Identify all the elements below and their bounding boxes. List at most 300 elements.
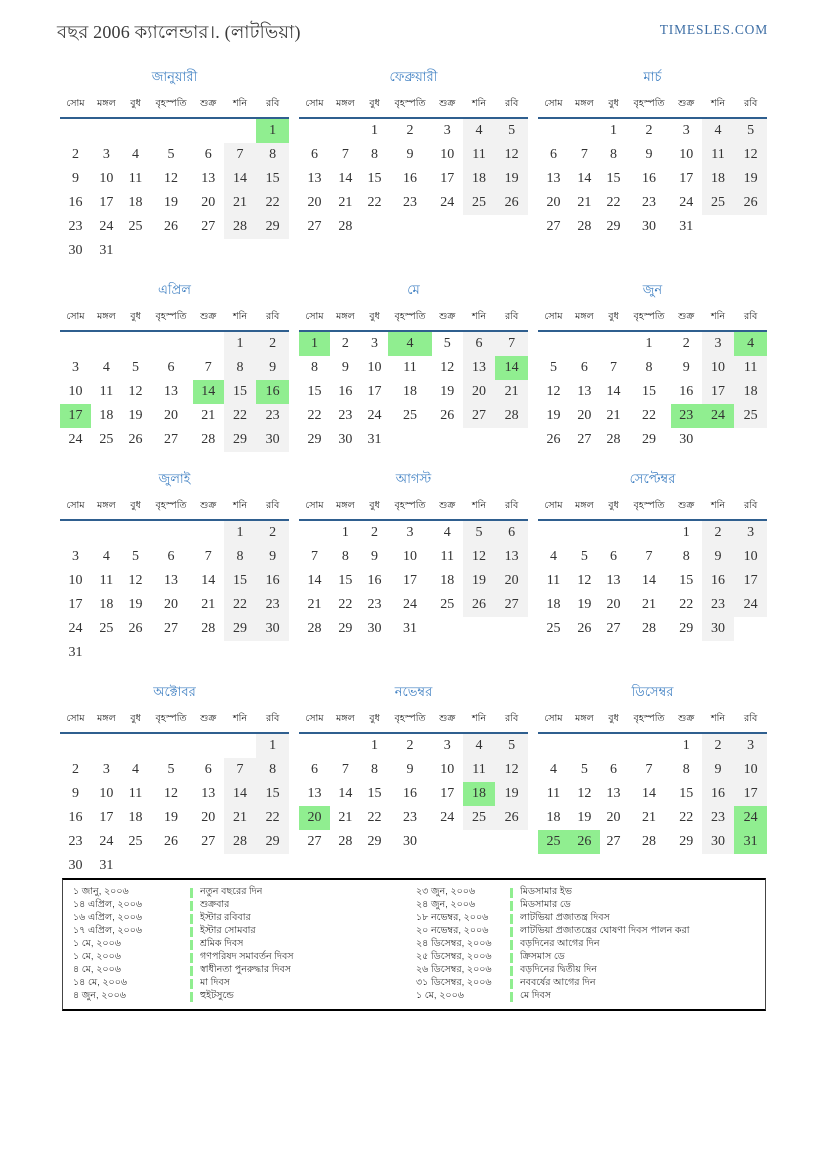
day-cell: 24 bbox=[734, 806, 767, 830]
month-table bbox=[538, 308, 767, 452]
empty-cell bbox=[538, 733, 569, 758]
week-row bbox=[299, 733, 528, 758]
day-cell: 23 bbox=[256, 404, 289, 428]
weekday-label: রবি bbox=[744, 713, 758, 724]
day-cell: 28 bbox=[224, 830, 257, 854]
day-cell: 22 bbox=[224, 593, 257, 617]
day-cell: 23 bbox=[68, 834, 83, 849]
holiday-marker-icon bbox=[510, 966, 513, 976]
day-cell: 6 bbox=[463, 331, 496, 356]
weekday-label: রবি bbox=[744, 311, 758, 322]
day-cell: 2 bbox=[406, 123, 414, 138]
empty-cell bbox=[91, 118, 122, 143]
day-cell: 31 bbox=[679, 219, 694, 234]
day-cell: 21 bbox=[642, 810, 657, 825]
weekday-label: শুক্র bbox=[439, 713, 456, 724]
day-cell: 29 bbox=[224, 428, 257, 452]
day-cell: 4 bbox=[132, 147, 140, 162]
day-cell: 19 bbox=[577, 597, 592, 612]
month-table bbox=[60, 308, 289, 452]
empty-cell bbox=[734, 617, 767, 641]
day-cell: 20 bbox=[307, 195, 322, 210]
week-row bbox=[299, 520, 528, 545]
weekday-label: রবি bbox=[505, 500, 519, 511]
day-cell: 17 bbox=[68, 597, 83, 612]
empty-cell bbox=[149, 641, 193, 665]
week-row bbox=[299, 380, 528, 404]
holiday-date: ৪ জুন, ২০০৬ bbox=[73, 990, 126, 1001]
day-cell: 11 bbox=[702, 143, 735, 167]
empty-cell bbox=[193, 733, 224, 758]
holiday-marker-icon bbox=[190, 966, 193, 976]
day-cell: 12 bbox=[495, 758, 528, 782]
day-cell: 28 bbox=[577, 219, 592, 234]
empty-cell bbox=[627, 520, 671, 545]
day-cell: 27 bbox=[307, 834, 322, 849]
brand-link[interactable]: TIMESLES.COM bbox=[659, 22, 768, 37]
day-cell: 28 bbox=[642, 621, 657, 636]
day-cell: 4 bbox=[102, 549, 110, 564]
weekday-label: বৃহস্পতি bbox=[633, 500, 665, 511]
day-cell: 14 bbox=[606, 384, 621, 399]
week-row bbox=[60, 758, 289, 782]
month-table bbox=[538, 710, 767, 854]
week-row bbox=[299, 782, 528, 806]
day-cell: 13 bbox=[307, 171, 322, 186]
day-cell: 26 bbox=[495, 191, 528, 215]
weekday-label: বুধ bbox=[130, 713, 141, 724]
day-cell: 26 bbox=[128, 621, 143, 636]
weekday-label: শনি bbox=[232, 500, 247, 511]
holiday-name: নববর্ষের আগের দিন bbox=[520, 977, 596, 988]
weekday-label: বৃহস্পতি bbox=[394, 713, 426, 724]
weekday-label: বুধ bbox=[130, 98, 141, 109]
weekday-label: বৃহস্পতি bbox=[394, 311, 426, 322]
month-5 bbox=[299, 281, 528, 452]
day-cell: 11 bbox=[99, 384, 114, 399]
day-cell: 20 bbox=[606, 810, 621, 825]
day-cell: 3 bbox=[443, 123, 451, 138]
day-cell: 8 bbox=[371, 762, 379, 777]
day-cell: 4 bbox=[463, 118, 496, 143]
day-cell: 23 bbox=[671, 404, 702, 428]
day-cell: 21 bbox=[201, 408, 216, 423]
empty-cell bbox=[256, 641, 289, 665]
day-cell: 3 bbox=[702, 331, 735, 356]
day-cell: 6 bbox=[549, 147, 557, 162]
day-cell: 24 bbox=[734, 593, 767, 617]
empty-cell bbox=[299, 118, 330, 143]
week-row bbox=[538, 118, 767, 143]
week-row bbox=[538, 215, 767, 239]
day-cell: 13 bbox=[463, 356, 496, 380]
week-row bbox=[60, 428, 289, 452]
day-cell: 2 bbox=[702, 733, 735, 758]
day-cell: 27 bbox=[164, 432, 179, 447]
empty-cell bbox=[600, 733, 627, 758]
weekday-label: সোম bbox=[66, 500, 85, 511]
weekday-label: শনি bbox=[232, 311, 247, 322]
empty-cell bbox=[463, 617, 496, 641]
month-table bbox=[299, 95, 528, 239]
day-cell: 20 bbox=[299, 806, 330, 830]
week-row bbox=[538, 520, 767, 545]
day-cell: 3 bbox=[682, 123, 690, 138]
day-cell: 29 bbox=[224, 617, 257, 641]
day-cell: 30 bbox=[256, 428, 289, 452]
day-cell: 16 bbox=[68, 195, 83, 210]
day-cell: 23 bbox=[642, 195, 657, 210]
weekday-label: মঙ্গল bbox=[336, 713, 355, 724]
day-cell: 5 bbox=[580, 762, 588, 777]
day-cell: 5 bbox=[132, 549, 140, 564]
day-cell: 1 bbox=[224, 331, 257, 356]
day-cell: 25 bbox=[463, 806, 496, 830]
day-cell: 19 bbox=[734, 167, 767, 191]
day-cell: 2 bbox=[702, 520, 735, 545]
day-cell: 2 bbox=[256, 520, 289, 545]
empty-cell bbox=[149, 118, 193, 143]
weekday-label: শুক্র bbox=[678, 98, 695, 109]
month-11 bbox=[299, 683, 528, 878]
month-title: নভেম্বর bbox=[394, 684, 433, 699]
weekday-row bbox=[60, 710, 289, 733]
holiday-name: হুইটসুন্ডে bbox=[200, 990, 234, 1001]
day-cell: 21 bbox=[224, 806, 257, 830]
day-cell: 12 bbox=[164, 171, 179, 186]
day-cell: 25 bbox=[128, 219, 143, 234]
week-row bbox=[538, 569, 767, 593]
day-cell: 19 bbox=[164, 195, 179, 210]
day-cell: 7 bbox=[580, 147, 588, 162]
day-cell: 18 bbox=[99, 408, 114, 423]
day-cell: 24 bbox=[68, 432, 83, 447]
weekday-label: রবি bbox=[505, 713, 519, 724]
day-cell: 22 bbox=[224, 404, 257, 428]
holiday-marker-icon bbox=[190, 953, 193, 963]
day-cell: 13 bbox=[546, 171, 561, 186]
weekday-label: বুধ bbox=[130, 500, 141, 511]
day-cell: 9 bbox=[256, 356, 289, 380]
weekday-label: রবি bbox=[505, 311, 519, 322]
day-cell: 20 bbox=[463, 380, 496, 404]
day-cell: 7 bbox=[310, 549, 318, 564]
day-cell: 26 bbox=[164, 219, 179, 234]
day-cell: 22 bbox=[606, 195, 621, 210]
empty-cell bbox=[122, 331, 149, 356]
empty-cell bbox=[149, 331, 193, 356]
day-cell: 19 bbox=[128, 408, 143, 423]
holiday-date: ৩১ ডিসেম্বর, ২০০৬ bbox=[416, 977, 492, 988]
day-cell: 29 bbox=[367, 834, 382, 849]
day-cell: 10 bbox=[734, 758, 767, 782]
day-cell: 9 bbox=[71, 171, 79, 186]
day-cell: 6 bbox=[495, 520, 528, 545]
day-cell: 5 bbox=[463, 520, 496, 545]
day-cell: 3 bbox=[71, 360, 79, 375]
holiday-marker-icon bbox=[190, 901, 193, 911]
day-cell: 1 bbox=[256, 733, 289, 758]
day-cell: 26 bbox=[495, 806, 528, 830]
day-cell: 1 bbox=[682, 738, 690, 753]
month-title: জানুয়ারী bbox=[151, 69, 198, 84]
day-cell: 12 bbox=[128, 384, 143, 399]
empty-cell bbox=[432, 617, 463, 641]
empty-cell bbox=[734, 428, 767, 452]
day-cell: 20 bbox=[546, 195, 561, 210]
day-cell: 24 bbox=[367, 408, 382, 423]
day-cell: 11 bbox=[734, 356, 767, 380]
week-row bbox=[60, 806, 289, 830]
weekday-label: বৃহস্পতি bbox=[394, 98, 426, 109]
holiday-date: ২০ নভেম্বর, ২০০৬ bbox=[416, 925, 489, 936]
empty-cell bbox=[122, 118, 149, 143]
day-cell: 7 bbox=[341, 147, 349, 162]
day-cell: 27 bbox=[546, 219, 561, 234]
day-cell: 5 bbox=[443, 336, 451, 351]
month-title: ফেব্রুয়ারী bbox=[389, 69, 438, 84]
week-row bbox=[538, 806, 767, 830]
day-cell: 3 bbox=[71, 549, 79, 564]
day-cell: 21 bbox=[338, 810, 353, 825]
holiday-date: ১ মে, ২০০৬ bbox=[73, 951, 121, 962]
day-cell: 23 bbox=[702, 593, 735, 617]
weekday-label: রবি bbox=[266, 713, 280, 724]
month-table bbox=[538, 497, 767, 641]
weekday-label: মঙ্গল bbox=[97, 713, 116, 724]
day-cell: 25 bbox=[99, 621, 114, 636]
month-4 bbox=[60, 281, 289, 452]
empty-cell bbox=[330, 733, 361, 758]
day-cell: 13 bbox=[307, 786, 322, 801]
empty-cell bbox=[538, 331, 569, 356]
day-cell: 12 bbox=[734, 143, 767, 167]
day-cell: 3 bbox=[102, 147, 110, 162]
weekday-label: মঙ্গল bbox=[97, 500, 116, 511]
weekday-label: বুধ bbox=[369, 98, 380, 109]
weekday-label: শনি bbox=[471, 713, 486, 724]
weekday-label: সোম bbox=[305, 500, 324, 511]
day-cell: 19 bbox=[164, 810, 179, 825]
day-cell: 8 bbox=[610, 147, 618, 162]
day-cell: 3 bbox=[406, 525, 414, 540]
holiday-name: স্বাধীনতা পুনরুদ্ধার দিবস bbox=[200, 964, 292, 975]
month-9 bbox=[538, 470, 767, 665]
day-cell: 2 bbox=[406, 738, 414, 753]
day-cell: 15 bbox=[606, 171, 621, 186]
day-cell: 21 bbox=[338, 195, 353, 210]
week-row bbox=[299, 806, 528, 830]
day-cell: 15 bbox=[224, 569, 257, 593]
holiday-marker-icon bbox=[190, 888, 193, 898]
holiday-name: ইস্টার সোমবার bbox=[200, 925, 256, 936]
empty-cell bbox=[122, 641, 149, 665]
day-cell: 5 bbox=[132, 360, 140, 375]
month-table bbox=[299, 308, 528, 452]
holiday-marker-icon bbox=[190, 979, 193, 989]
empty-cell bbox=[60, 118, 91, 143]
day-cell: 18 bbox=[403, 384, 418, 399]
month-3 bbox=[538, 68, 767, 263]
day-cell: 25 bbox=[99, 432, 114, 447]
day-cell: 13 bbox=[201, 171, 216, 186]
weekday-label: শনি bbox=[471, 500, 486, 511]
holiday-name: গণপরিষদ সমাবর্তন দিবস bbox=[200, 951, 294, 962]
day-cell: 30 bbox=[403, 834, 418, 849]
day-cell: 14 bbox=[224, 167, 257, 191]
empty-cell bbox=[149, 520, 193, 545]
day-cell: 12 bbox=[440, 360, 455, 375]
weekday-label: সোম bbox=[66, 311, 85, 322]
day-cell: 30 bbox=[679, 432, 694, 447]
day-cell: 21 bbox=[307, 597, 322, 612]
day-cell: 1 bbox=[645, 336, 653, 351]
month-table bbox=[60, 710, 289, 878]
day-cell: 17 bbox=[60, 404, 91, 428]
week-row bbox=[538, 143, 767, 167]
week-row bbox=[299, 143, 528, 167]
week-row bbox=[299, 404, 528, 428]
day-cell: 5 bbox=[549, 360, 557, 375]
day-cell: 2 bbox=[645, 123, 653, 138]
holiday-name: বড়দিনের আগের দিন bbox=[520, 938, 600, 949]
day-cell: 16 bbox=[702, 782, 735, 806]
empty-cell bbox=[432, 428, 463, 452]
empty-cell bbox=[122, 520, 149, 545]
empty-cell bbox=[361, 215, 388, 239]
day-cell: 6 bbox=[310, 147, 318, 162]
day-cell: 3 bbox=[734, 520, 767, 545]
day-cell: 15 bbox=[367, 171, 382, 186]
page-title: বছর 2006 ক্যালেন্ডার।. (লাটভিয়া) bbox=[57, 22, 301, 42]
day-cell: 19 bbox=[495, 782, 528, 806]
empty-cell bbox=[432, 830, 463, 854]
day-cell: 7 bbox=[645, 549, 653, 564]
weekday-label: বুধ bbox=[369, 713, 380, 724]
day-cell: 24 bbox=[679, 195, 694, 210]
day-cell: 8 bbox=[341, 549, 349, 564]
day-cell: 1 bbox=[256, 118, 289, 143]
day-cell: 20 bbox=[201, 810, 216, 825]
day-cell: 17 bbox=[440, 786, 455, 801]
day-cell: 6 bbox=[204, 762, 212, 777]
day-cell: 22 bbox=[307, 408, 322, 423]
weekday-label: রবি bbox=[266, 311, 280, 322]
weekday-label: মঙ্গল bbox=[336, 98, 355, 109]
day-cell: 27 bbox=[606, 834, 621, 849]
day-cell: 2 bbox=[256, 331, 289, 356]
empty-cell bbox=[224, 239, 257, 263]
week-row bbox=[60, 167, 289, 191]
week-row bbox=[538, 733, 767, 758]
weekday-label: বুধ bbox=[369, 500, 380, 511]
week-row bbox=[538, 167, 767, 191]
page-header bbox=[57, 18, 770, 52]
day-cell: 10 bbox=[68, 384, 83, 399]
day-cell: 6 bbox=[580, 360, 588, 375]
day-cell: 10 bbox=[440, 762, 455, 777]
day-cell: 11 bbox=[546, 786, 561, 801]
weekday-label: শনি bbox=[471, 98, 486, 109]
month-table bbox=[538, 95, 767, 239]
day-cell: 29 bbox=[307, 432, 322, 447]
day-cell: 19 bbox=[128, 597, 143, 612]
weekday-row bbox=[299, 710, 528, 733]
holiday-marker-icon bbox=[190, 940, 193, 950]
day-cell: 1 bbox=[224, 520, 257, 545]
empty-cell bbox=[463, 215, 496, 239]
day-cell: 16 bbox=[256, 569, 289, 593]
week-row bbox=[299, 617, 528, 641]
holiday-date: ২৩ জুন, ২০০৬ bbox=[416, 886, 476, 897]
empty-cell bbox=[388, 428, 432, 452]
day-cell: 25 bbox=[403, 408, 418, 423]
empty-cell bbox=[432, 215, 463, 239]
day-cell: 14 bbox=[224, 782, 257, 806]
day-cell: 17 bbox=[99, 195, 114, 210]
week-row bbox=[299, 118, 528, 143]
holiday-name: মিডসামার ইভ bbox=[520, 886, 572, 897]
empty-cell bbox=[91, 331, 122, 356]
empty-cell bbox=[256, 854, 289, 878]
week-row bbox=[60, 191, 289, 215]
weekday-label: সোম bbox=[544, 500, 563, 511]
day-cell: 22 bbox=[256, 191, 289, 215]
day-cell: 30 bbox=[338, 432, 353, 447]
day-cell: 23 bbox=[338, 408, 353, 423]
day-cell: 20 bbox=[495, 569, 528, 593]
day-cell: 13 bbox=[495, 545, 528, 569]
day-cell: 25 bbox=[128, 834, 143, 849]
day-cell: 6 bbox=[310, 762, 318, 777]
day-cell: 12 bbox=[164, 786, 179, 801]
day-cell: 10 bbox=[367, 360, 382, 375]
day-cell: 28 bbox=[495, 404, 528, 428]
day-cell: 20 bbox=[606, 597, 621, 612]
day-cell: 29 bbox=[679, 834, 694, 849]
day-cell: 8 bbox=[371, 147, 379, 162]
day-cell: 22 bbox=[367, 195, 382, 210]
holiday-marker-icon bbox=[190, 992, 193, 1002]
month-6 bbox=[538, 281, 767, 452]
weekday-label: শুক্র bbox=[200, 500, 217, 511]
day-cell: 29 bbox=[606, 219, 621, 234]
day-cell: 30 bbox=[642, 219, 657, 234]
week-row bbox=[60, 569, 289, 593]
month-1 bbox=[60, 68, 289, 263]
day-cell: 19 bbox=[546, 408, 561, 423]
weekday-label: শনি bbox=[710, 500, 725, 511]
day-cell: 25 bbox=[538, 830, 569, 854]
holiday-date: ২৫ ডিসেম্বর, ২০০৬ bbox=[416, 951, 492, 962]
weekday-label: বৃহস্পতি bbox=[633, 713, 665, 724]
day-cell: 5 bbox=[167, 762, 175, 777]
week-row bbox=[60, 380, 289, 404]
day-cell: 17 bbox=[403, 573, 418, 588]
day-cell: 6 bbox=[610, 762, 618, 777]
week-row bbox=[299, 593, 528, 617]
day-cell: 5 bbox=[495, 733, 528, 758]
week-row bbox=[60, 356, 289, 380]
month-title: জুলাই bbox=[158, 471, 191, 486]
day-cell: 18 bbox=[463, 167, 496, 191]
day-cell: 2 bbox=[371, 525, 379, 540]
day-cell: 1 bbox=[371, 123, 379, 138]
month-7 bbox=[60, 470, 289, 665]
empty-cell bbox=[193, 239, 224, 263]
weekday-label: শুক্র bbox=[678, 311, 695, 322]
weekday-label: শনি bbox=[710, 98, 725, 109]
